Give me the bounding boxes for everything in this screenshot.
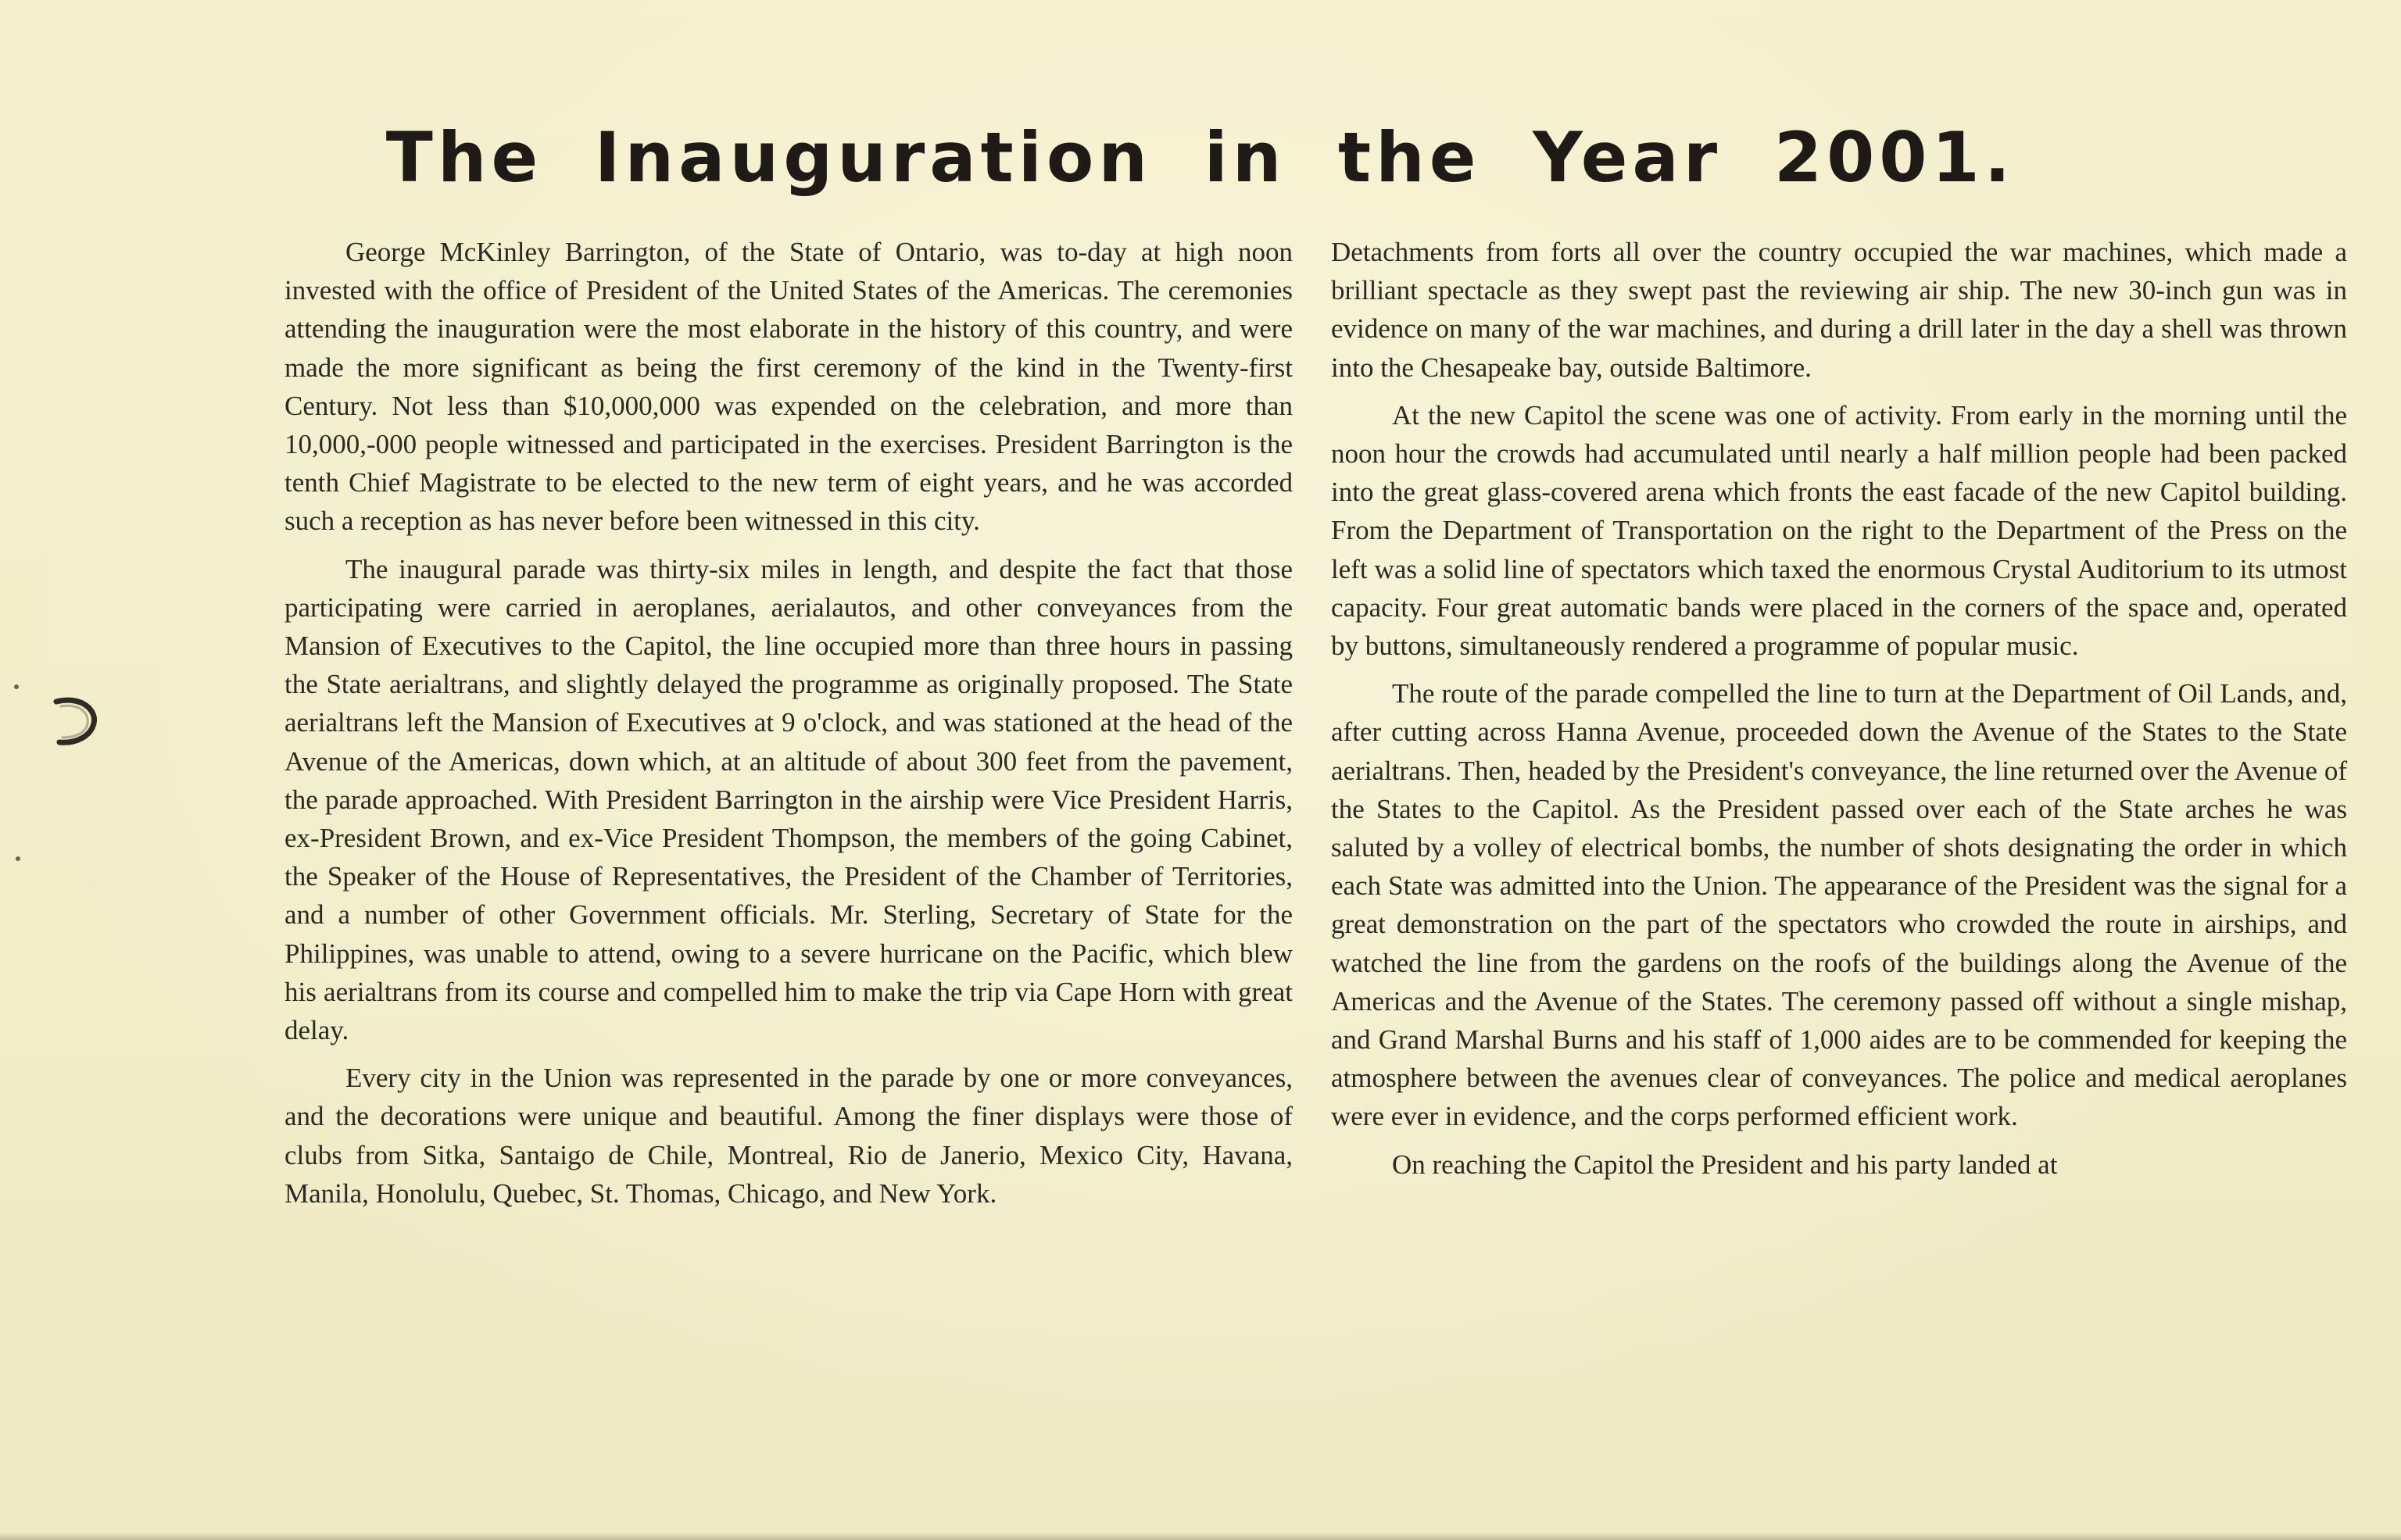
paragraph-route: The route of the parade compelled the line to turn at the Department of Oil Lands, and, after cutting across Hanna Avenue, proceeded down the Avenue of the States to the State aerialtrans. Then, headed by the President's conveyance, the line returned over the Avenue of the States to the Capitol. As the President passed over each of the State arches he was saluted by a volley of electrical bombs, the number of shots designating the order in which each State was admitted into the Union. The appearance of the President was the signal for a great demonstration on the part of the spectators who crowded the route in airships, and watched the line from the gardens on the roofs of the buildings along the Avenue of the Americas and the Avenue of the States. The ceremony passed off without a single mishap, and Grand Marshal Burns and his staff of 1,000 aides are to be commended for keeping the atmosphere between the avenues clear of conveyances. The police and medical aeroplanes were ever in evidence, and the corps performed efficient work. <box>1331 678 2347 1132</box>
paragraph-detachments: Detachments from forts all over the country occupied the war machines, which made a brilliant spectacle as they swept past the reviewing air ship. The new 30-inch gun was in evidence on many of the war machines, and during a drill later in the day a shell was thrown into the Chesapeake bay, outside Baltimore. <box>1331 237 2347 383</box>
page-bottom-edge <box>0 1532 2401 1540</box>
paper-speck <box>14 684 19 689</box>
paragraph-reaching-capitol: On reaching the Capitol the President and his party landed at <box>1392 1149 2058 1180</box>
article-column-left <box>284 233 1293 1222</box>
binder-hole-mark <box>42 688 109 755</box>
paragraph-parade: The inaugural parade was thirty-six miles in length, and despite the fact that those participating were carried in aeroplanes, aerialautos, and other conveyances from the Mansion of Executives to the Capitol, the line occupied more than three hours in passing the State aerialtrans, and slightly delayed the programme as originally proposed. The State aerialtrans left the Mansion of Executives at 9 o'clock, and was stationed at the head of the Avenue of the Americas, down which, at an altitude of about 300 feet from the pavement, the parade approached. With President Barrington in the airship were Vice President Harris, ex-President Brown, and ex-Vice President Thompson, the members of the going Cabinet, the Speaker of the House of Representatives, the President of the Chamber of Territories, and a number of other Government officials. Mr. Sterling, Secretary of State for the Philippines, was unable to attend, owing to a severe hurricane on the Pacific, which blew his aerialtrans from its course and compelled him to make the trip via Cape Horn with great delay. <box>284 553 1293 1046</box>
paragraph-barrington: George McKinley Barrington, of the State of Ontario, was to-day at high noon invested with the office of President of the United States of the Americas. The ceremonies attending the inauguration were the most elaborate in the history of this country, and were made the more significant as being the first ceremony of the kind in the Twenty-first Century. Not less than $10,000,000 was expended on the celebration, and more than 10,000,-000 people witnessed and participated in the exercises. President Barrington is the tenth Chief Magistrate to be elected to the new term of eight years, and he was accorded such a reception as has never before been witnessed in this city. <box>284 237 1293 537</box>
article-title: The Inauguration in the Year 2001. <box>385 117 2016 198</box>
paragraph-capitol: At the new Capitol the scene was one of activity. From early in the morning until the noon hour the crowds had accumulated until nearly a half million people had been packed into the great glass-covered arena which fronts the east facade of the new Capitol building. From the Department of Transportation on the right to the Department of the Press on the left was a solid line of spectators which taxed the enormous Crystal Auditorium to its utmost capacity. Four great automatic bands were placed in the corners of the space and, operated by buttons, simultaneously rendered a programme of popular music. <box>1331 399 2347 662</box>
article-column-right <box>1331 233 2347 1193</box>
paragraph-cities: Every city in the Union was represented in the parade by one or more conveyances, and the decorations were unique and beautiful. Among the finer displays were those of clubs from Sitka, Santaigo de Chile, Montreal, Rio de Janerio, Mexico City, Havana, Manila, Honolulu, Quebec, St. Thomas, Chicago, and New York. <box>284 1063 1293 1209</box>
paper-speck <box>16 856 20 861</box>
